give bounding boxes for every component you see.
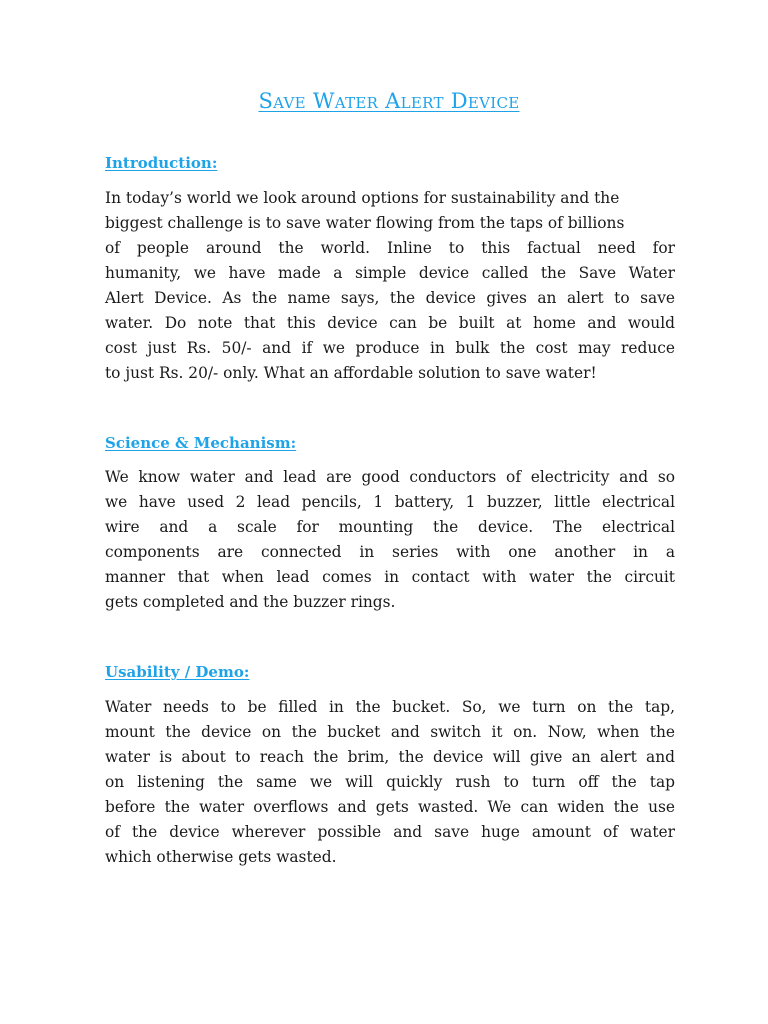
paragraph-line: components are connected in series with one another in a: [105, 543, 675, 561]
paragraph-line: to just Rs. 20/- only. What an affordable solution to save water!: [105, 364, 597, 382]
paragraph-line: before the water overflows and gets wasted. We can widen the use: [105, 798, 675, 816]
paragraph-line: wire and a scale for mounting the device. The electrical: [105, 518, 675, 536]
section-heading-introduction: Introduction:: [105, 154, 218, 172]
paragraph-line: In today’s world we look around options for sustainability and the: [105, 189, 620, 207]
paragraph-line: water. Do note that this device can be built at home and would: [105, 314, 675, 332]
paragraph-line: humanity, we have made a simple device called the Save Water: [105, 264, 675, 282]
paragraph-line: we have used 2 lead pencils, 1 battery, 1 buzzer, little electrical: [105, 493, 675, 511]
section-heading-usability-demo: Usability / Demo:: [105, 663, 250, 681]
section-paragraph-science-mechanism: [105, 465, 675, 615]
paragraph-line: Water needs to be filled in the bucket. So, we turn on the tap,: [105, 698, 675, 716]
paragraph-line: Alert Device. As the name says, the device gives an alert to save: [105, 289, 675, 307]
paragraph-line: cost just Rs. 50/- and if we produce in bulk the cost may reduce: [105, 339, 675, 357]
paragraph-line: on listening the same we will quickly rush to turn off the tap: [105, 773, 675, 791]
section-paragraph-introduction: [105, 186, 675, 386]
paragraph-line: biggest challenge is to save water flowing from the taps of billions: [105, 214, 625, 232]
section-paragraph-usability-demo: [105, 695, 675, 870]
paragraph-line: We know water and lead are good conductors of electricity and so: [105, 468, 675, 486]
paragraph-line: which otherwise gets wasted.: [105, 848, 337, 866]
paragraph-line: manner that when lead comes in contact with water the circuit: [105, 568, 675, 586]
document-title: Save Water Alert Device: [258, 89, 520, 113]
paragraph-line: of the device wherever possible and save huge amount of water: [105, 823, 675, 841]
paragraph-line: water is about to reach the brim, the device will give an alert and: [105, 748, 675, 766]
paragraph-line: gets completed and the buzzer rings.: [105, 593, 396, 611]
section-heading-science-mechanism: Science & Mechanism:: [105, 434, 297, 452]
paragraph-line: mount the device on the bucket and switch it on. Now, when the: [105, 723, 675, 741]
paragraph-line: of people around the world. Inline to this factual need for: [105, 239, 675, 257]
